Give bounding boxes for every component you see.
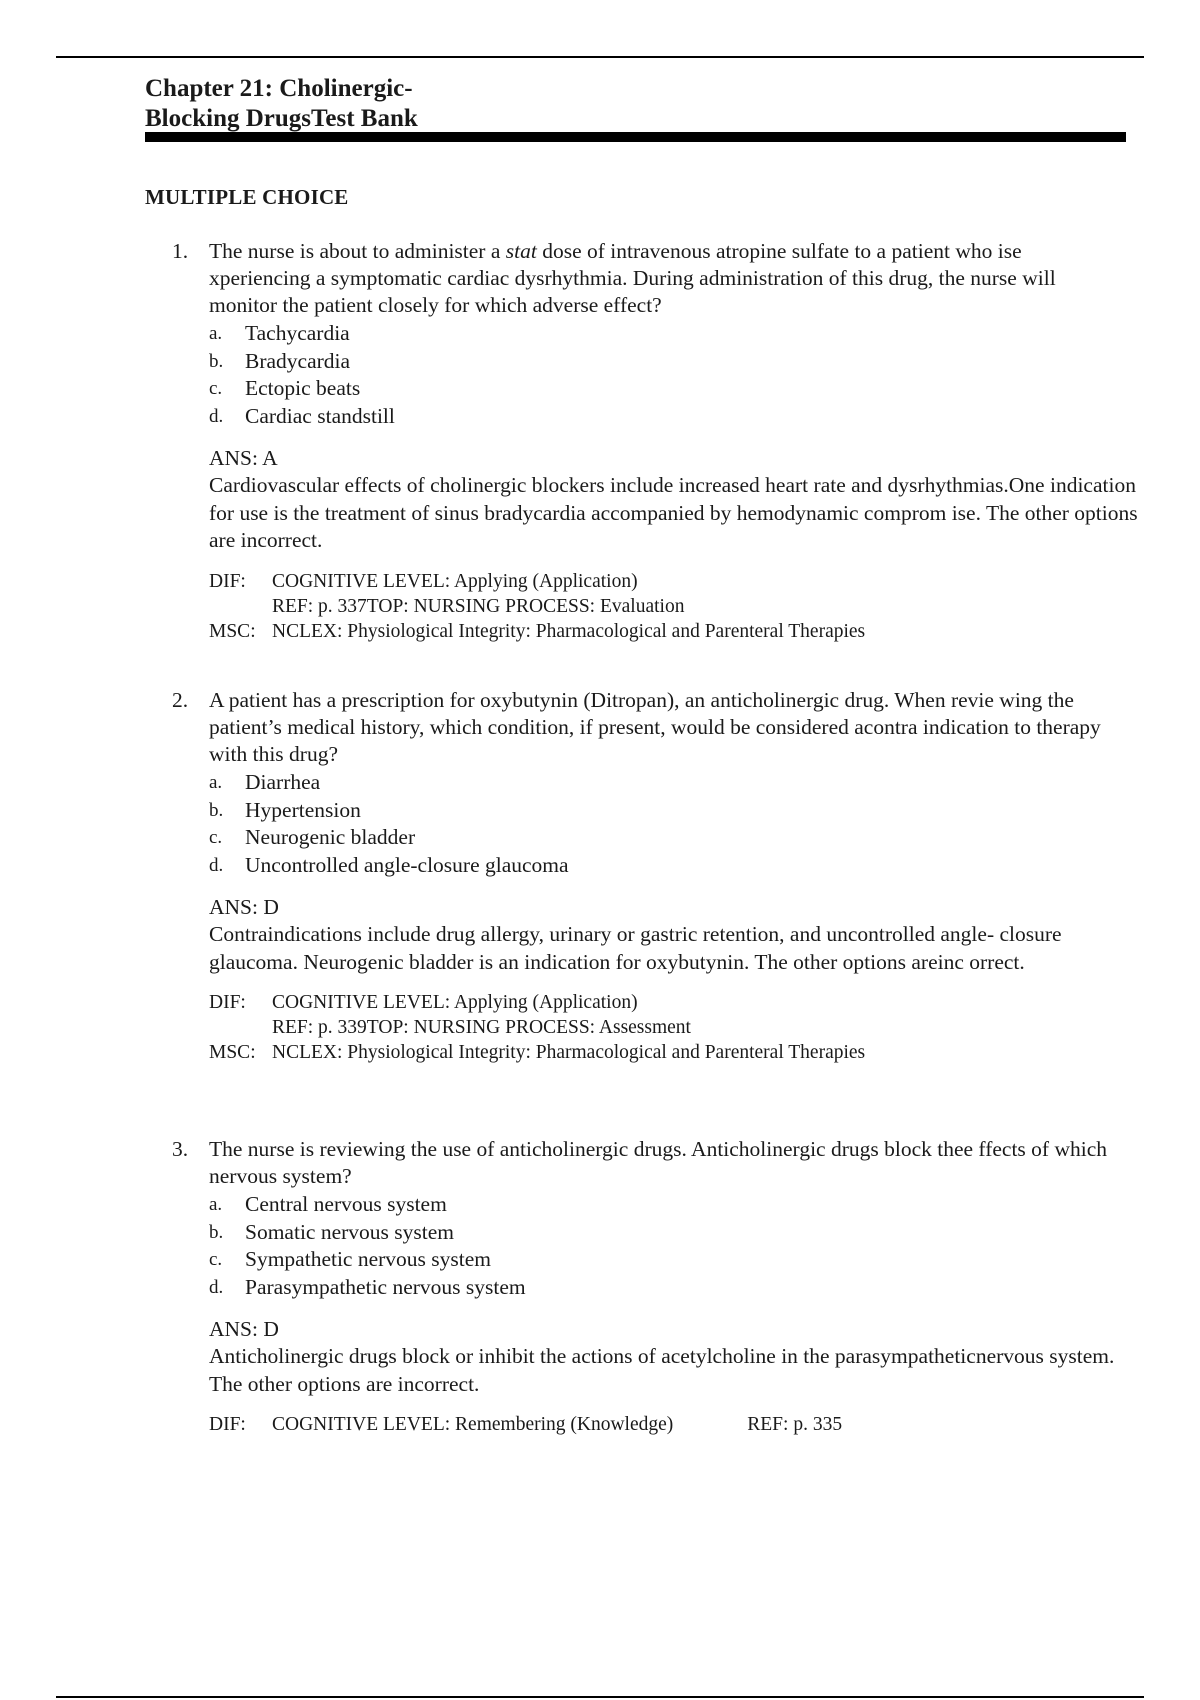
choice-a	[209, 769, 1140, 797]
choice-letter: a.	[209, 323, 223, 344]
msc-label: MSC:	[209, 620, 256, 642]
page-title	[145, 74, 418, 134]
question-number: 3.	[172, 1137, 189, 1161]
choice-d	[209, 1274, 1140, 1302]
answer-block	[209, 1316, 1140, 1437]
choice-letter: c.	[209, 1249, 223, 1270]
dif-label: DIF:	[209, 992, 246, 1013]
question-text: The nurse is reviewing the use of anticholinergic drugs. Anticholinergic drugs block thee ffects of which nervous system?	[209, 1137, 1107, 1188]
question-text: A patient has a prescription for oxybutynin (Ditropan), an anticholinergic drug. When revie wing the patient’s medical history, which condition, if present, would be considered acontra indication to therapy with this drug?	[209, 688, 1101, 766]
choice-c	[209, 375, 1140, 403]
dif-value: COGNITIVE LEVEL: Applying (Application)	[272, 570, 638, 592]
answer-key: ANS: A	[209, 446, 278, 470]
dif-label: DIF:	[209, 570, 246, 592]
choice-list	[209, 1191, 1140, 1301]
choice-letter: d.	[209, 405, 224, 427]
choice-letter: d.	[209, 854, 224, 876]
section-heading: MULTIPLE CHOICE	[145, 185, 349, 209]
choice-d	[209, 852, 1140, 880]
answer-block	[209, 894, 1140, 1065]
choice-letter: c.	[209, 378, 223, 399]
ref-value: REF: p. 339TOP: NURSING PROCESS: Assessment	[272, 1017, 691, 1038]
dif-value: COGNITIVE LEVEL: Remembering (Knowledge)	[272, 1414, 674, 1435]
choice-text: Parasympathetic nervous system	[245, 1274, 526, 1299]
bottom-rule	[56, 1696, 1144, 1698]
choice-a	[209, 1191, 1140, 1219]
stem-part: The nurse is about to administer a	[209, 239, 506, 263]
choice-text: Bradycardia	[245, 348, 351, 373]
rationale: Contraindications include drug allergy, urinary or gastric retention, and uncontrolled angle- closure glaucoma. Neurogenic bladder is an indication for oxybutynin. The other options areinc orrect.	[209, 922, 1062, 974]
choice-b	[209, 348, 1140, 376]
title-line-2: Blocking DrugsTest Bank	[145, 105, 418, 132]
choice-c	[209, 1246, 1140, 1274]
choice-letter: d.	[209, 1276, 224, 1298]
title-line-1: Chapter 21: Cholinergic-	[145, 75, 413, 102]
choice-d	[209, 403, 1140, 431]
choice-text: Sympathetic nervous system	[245, 1247, 492, 1271]
question-1	[172, 238, 1140, 644]
dif-label: DIF:	[209, 1414, 246, 1435]
question-number: 2.	[172, 688, 189, 712]
top-rule	[56, 56, 1144, 58]
question-metadata	[209, 990, 1140, 1065]
choice-text: Cardiac standstill	[245, 403, 395, 428]
choice-c	[209, 824, 1140, 852]
choice-text: Hypertension	[245, 797, 361, 822]
msc-value: NCLEX: Physiological Integrity: Pharmacological and Parenteral Therapies	[272, 1042, 866, 1063]
question-metadata	[209, 1412, 1140, 1437]
question-text	[209, 238, 1119, 319]
choice-b	[209, 797, 1140, 825]
choice-list	[209, 769, 1140, 879]
choice-letter: b.	[209, 799, 224, 821]
msc-value: NCLEX: Physiological Integrity: Pharmacological and Parenteral Therapies	[272, 620, 866, 642]
choice-letter: c.	[209, 827, 223, 848]
answer-key: ANS: D	[209, 895, 279, 919]
choice-text: Central nervous system	[245, 1192, 447, 1216]
question-3	[172, 1136, 1140, 1437]
choice-letter: a.	[209, 772, 223, 793]
question-stem	[172, 1136, 1140, 1190]
choice-text: Uncontrolled angle-closure glaucoma	[245, 852, 569, 877]
rationale: Cardiovascular effects of cholinergic blockers include increased heart rate and dysrhythmias.One indication for use is the treatment of sinus bradycardia accompanied by hemodynamic comprom ise. The other options are incorrect.	[209, 473, 1138, 552]
choice-text: Neurogenic bladder	[245, 825, 416, 849]
rationale: Anticholinergic drugs block or inhibit the actions of acetylcholine in the parasympatheticnervous system. The other options are incorrect.	[209, 1344, 1115, 1396]
choice-letter: b.	[209, 1221, 224, 1243]
ref-value: REF: p. 335	[747, 1414, 843, 1435]
choice-text: Somatic nervous system	[245, 1219, 455, 1244]
question-stem	[172, 687, 1140, 768]
choice-a	[209, 320, 1140, 348]
choice-letter: b.	[209, 350, 224, 372]
choice-b	[209, 1219, 1140, 1247]
question-stem	[172, 238, 1140, 319]
title-underline-bar	[145, 132, 1126, 142]
question-number: 1.	[172, 239, 189, 263]
stem-emphasis: stat	[505, 239, 537, 263]
choice-text: Ectopic beats	[245, 376, 361, 400]
question-2	[172, 687, 1140, 1065]
choice-text: Diarrhea	[245, 770, 321, 794]
ref-value: REF: p. 337TOP: NURSING PROCESS: Evaluation	[272, 595, 685, 617]
answer-key: ANS: D	[209, 1317, 279, 1341]
question-metadata	[209, 569, 1140, 644]
answer-block	[209, 445, 1140, 644]
choice-letter: a.	[209, 1194, 223, 1215]
stem-part: dose of intravenous atropine sulfate to a patient who ise xperiencing a symptomatic cardiac dysrhythmia. During administration of this drug, the nurse will monitor the patient closely for which adverse effect?	[209, 239, 1056, 317]
dif-value: COGNITIVE LEVEL: Applying (Application)	[272, 992, 638, 1013]
msc-label: MSC:	[209, 1042, 256, 1063]
choice-text: Tachycardia	[245, 321, 350, 345]
choice-list	[209, 320, 1140, 430]
